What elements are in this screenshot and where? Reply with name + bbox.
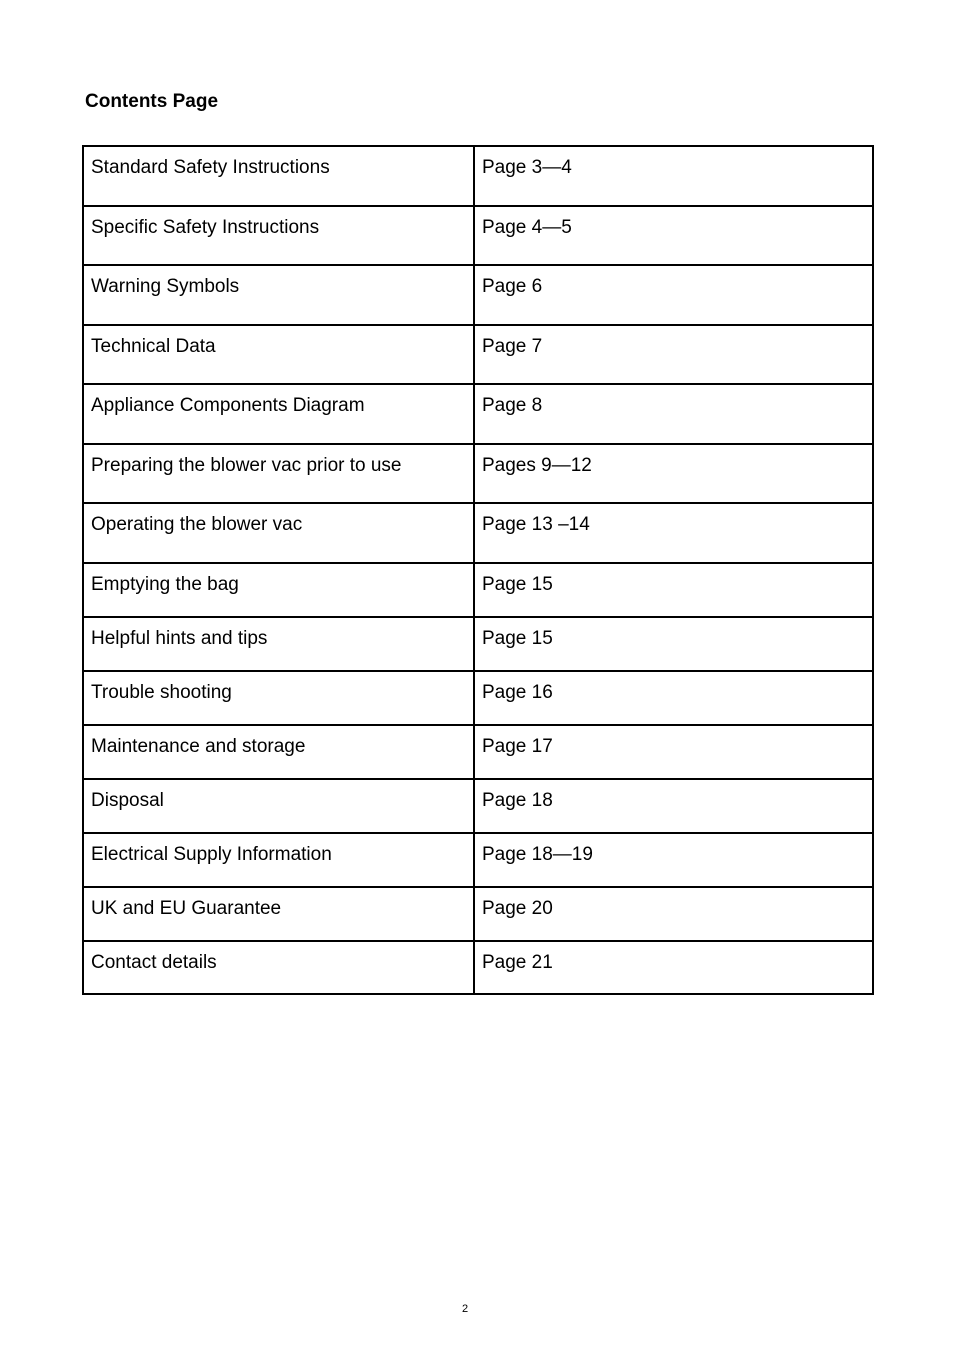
section-pages: Page 18 bbox=[474, 779, 873, 833]
section-title: Emptying the bag bbox=[83, 563, 474, 617]
table-row bbox=[83, 265, 873, 325]
section-title: Warning Symbols bbox=[83, 265, 474, 325]
table-row bbox=[83, 833, 873, 887]
section-pages: Page 15 bbox=[474, 563, 873, 617]
section-title: Preparing the blower vac prior to use bbox=[83, 444, 474, 503]
table-row bbox=[83, 671, 873, 725]
table-row bbox=[83, 725, 873, 779]
section-pages: Page 15 bbox=[474, 617, 873, 671]
table-row bbox=[83, 941, 873, 994]
table-row bbox=[83, 779, 873, 833]
section-pages: Page 7 bbox=[474, 325, 873, 384]
section-pages: Page 13 –14 bbox=[474, 503, 873, 563]
section-pages: Page 8 bbox=[474, 384, 873, 444]
section-pages: Page 6 bbox=[474, 265, 873, 325]
section-pages: Page 20 bbox=[474, 887, 873, 941]
section-title: UK and EU Guarantee bbox=[83, 887, 474, 941]
section-pages: Page 17 bbox=[474, 725, 873, 779]
section-pages: Page 3—4 bbox=[474, 146, 873, 206]
section-title: Maintenance and storage bbox=[83, 725, 474, 779]
section-title: Electrical Supply Information bbox=[83, 833, 474, 887]
table-row bbox=[83, 384, 873, 444]
section-title: Trouble shooting bbox=[83, 671, 474, 725]
page-title: Contents Page bbox=[85, 91, 219, 112]
section-title: Appliance Components Diagram bbox=[83, 384, 474, 444]
table-row bbox=[83, 563, 873, 617]
section-title: Operating the blower vac bbox=[83, 503, 474, 563]
section-pages: Page 4—5 bbox=[474, 206, 873, 265]
section-pages: Page 18—19 bbox=[474, 833, 873, 887]
section-title: Technical Data bbox=[83, 325, 474, 384]
contents-table-body bbox=[83, 146, 873, 994]
section-title: Helpful hints and tips bbox=[83, 617, 474, 671]
table-row bbox=[83, 503, 873, 563]
section-pages: Page 16 bbox=[474, 671, 873, 725]
table-row bbox=[83, 617, 873, 671]
section-title: Contact details bbox=[83, 941, 474, 994]
table-row bbox=[83, 887, 873, 941]
section-pages: Page 21 bbox=[474, 941, 873, 994]
table-row bbox=[83, 206, 873, 265]
section-title: Standard Safety Instructions bbox=[83, 146, 474, 206]
table-row bbox=[83, 325, 873, 384]
section-pages: Pages 9—12 bbox=[474, 444, 873, 503]
page-number: 2 bbox=[461, 1303, 469, 1315]
contents-table bbox=[82, 145, 874, 995]
section-title: Specific Safety Instructions bbox=[83, 206, 474, 265]
section-title: Disposal bbox=[83, 779, 474, 833]
table-row bbox=[83, 444, 873, 503]
table-row bbox=[83, 146, 873, 206]
